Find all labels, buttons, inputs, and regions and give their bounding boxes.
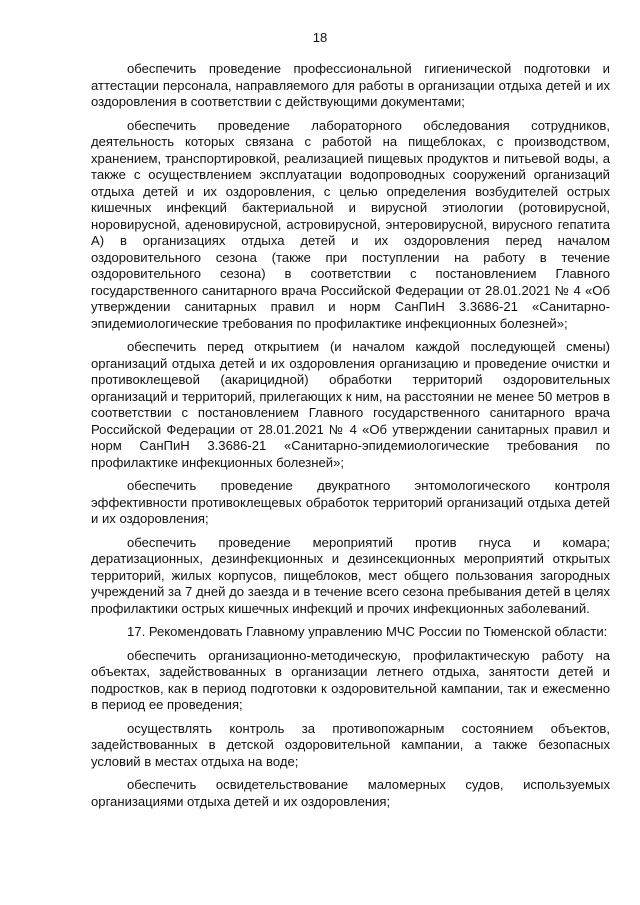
paragraph-entomological-control: обеспечить проведение двукратного энтомологического контроля эффективности противоклещевых обработок территорий организаций отдыха детей и их оздоровления; [91, 478, 610, 526]
document-body [91, 61, 610, 817]
paragraph-methodical-work: обеспечить организационно-методическую, профилактическую работу на объектах, задействованных в организации летнего отдыха, занятости детей и подростков, как в период подготовки к оздоровительной кампании, так и ежесменно в период ее проведения; [91, 647, 610, 712]
paragraph-hygiene-training: обеспечить проведение профессиональной гигиенической подготовки и аттестации персонала, направляемого для работы в организации отдыха детей и их оздоровления в соответствии с действующими документами; [91, 61, 610, 109]
paragraph-fire-safety: осуществлять контроль за противопожарным состоянием объектов, задействованных в детской оздоровительной кампании, а также безопасных условий в местах отдыха на воде; [91, 720, 610, 769]
paragraph-lab-examination: обеспечить проведение лабораторного обследования сотрудников, деятельность которых связана с работой на пищеблоках, с производством, хранением, транспортировкой, реализацией пищевых продуктов и питьевой воды, а также с осуществлением эксплуатации водопроводных сооружений организаций отдыха детей и их оздоровления, с целью определения возбудителей острых кишечных инфекций бактериальной и вирусной этиологии (ротовирусной, норовирусной, аденовирусной, астровирусной, энтеровирусной, вирусного гепатита А) в организациях отдыха детей и их оздоровления перед началом оздоровительного сезона (также при поступлении на работу в течение оздоровительного сезона) в соответствии с постановлением Главного государственного санитарного врача Российской Федерации от 28.01.2021 № 4 «Об утверждении санитарных правил и норм СанПиН 3.3686-21 «Санитарно-эпидемиологические требования по профилактике инфекционных болезней»; [91, 117, 610, 331]
paragraph-item-17: 17. Рекомендовать Главному управлению МЧС России по Тюменской области: [127, 624, 608, 639]
paragraph-pest-control: обеспечить проведение мероприятий против гнуса и комара; дератизационных, дезинфекционных и дезинсекционных мероприятий открытых территорий, жилых корпусов, пищеблоков, мест общего пользования загородных учреждений за 7 дней до заезда и в течение всего сезона пребывания детей в целях профилактики острых кишечных инфекций и прочих инфекционных заболеваний. [91, 534, 610, 616]
page-number: 18 [312, 30, 328, 45]
paragraph-tick-treatment: обеспечить перед открытием (и началом каждой последующей смены) организаций отдыха детей и их оздоровления организацию и проведение очистки и противоклещевой (акарицидной) обработки территорий оздоровительных организаций и территорий, прилегающих к ним, на расстоянии не менее 50 метров в соответствии с постановлением Главного государственного санитарного врача Российской Федерации от 28.01.2021 № 4 «Об утверждении санитарных правил и норм СанПиН 3.3686-21 «Санитарно-эпидемиологические требования по профилактике инфекционных болезней»; [91, 339, 610, 470]
paragraph-small-vessels: обеспечить освидетельствование маломерных судов, используемых организациями отдыха детей и их оздоровления; [91, 777, 610, 809]
